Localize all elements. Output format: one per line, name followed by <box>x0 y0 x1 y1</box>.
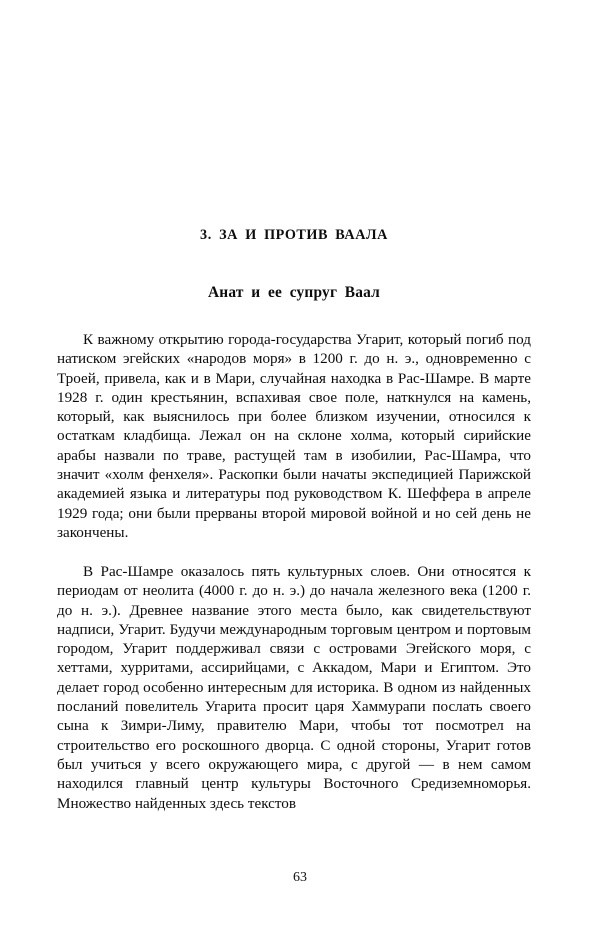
page-number: 63 <box>293 870 307 885</box>
body-paragraph: В Рас-Шамре оказалось пять культурных слоев. Они относятся к периодам от неолита (4000 г. до н. э.) до начала железного века (1200 г. до н. э.). Древнее название этого места было, как свидетельствуют надписи, Угарит. Будучи международным торговым центром и портовым городом, Угарит поддерживал связи с островами Эгейского моря, с хеттами, хурритами, ассирийцами, с Аккадом, Мари и Египтом. Это делает город особенно интересным для историка. В одном из найденных посланий повелитель Угарита просит царя Хаммурапи послать своего сына к Зимри-Лиму, правителю Мари, чтобы тот посмотрел на строительство его роскошного дворца. С одной стороны, Угарит готов был учиться у всего окружающего мира, с другой — в нем самом находился главный центр культуры Восточного Средиземноморья. Множество найденных здесь текстов <box>57 563 531 812</box>
body-paragraph: К важному открытию города-государства Угарит, который погиб под натиском эгейских «народов моря» в 1200 г. до н. э., одновременно с Троей, привела, как и в Мари, случайная находка в Рас-Шамре. В марте 1928 г. один крестьянин, вспахивая свое поле, наткнулся на камень, который, как выяснилось при более близком изучении, относился к остаткам кладбища. Лежал он на склоне холма, который сирийские арабы назвали по траве, растущей там в изобилии, Рас-Шамра, что значит «холм фенхеля». Раскопки были начаты экспедицией Парижской академией языка и литературы под руководством К. Шеффера в апреле 1929 года; они были прерваны второй мировой войной и но сей день не закончены. <box>57 331 531 541</box>
section-heading: Анат и ее супруг Ваал <box>207 284 381 301</box>
chapter-heading: 3. ЗА И ПРОТИВ ВААЛА <box>200 227 388 243</box>
